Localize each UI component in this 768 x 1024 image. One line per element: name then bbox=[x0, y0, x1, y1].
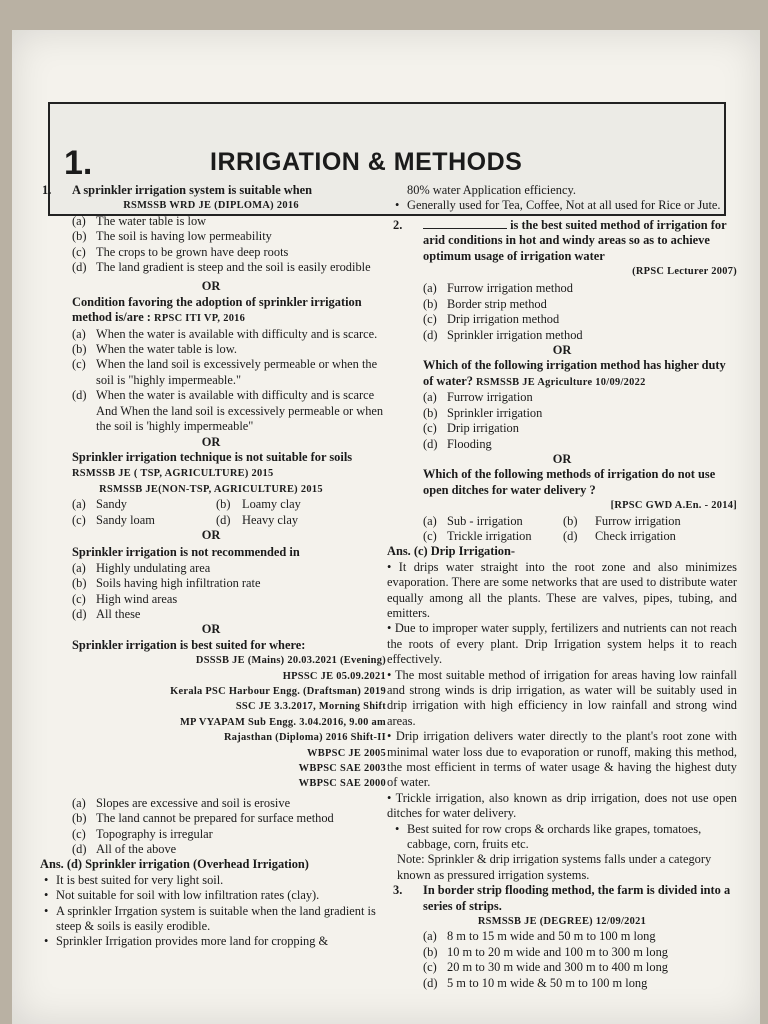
exam-source: RSMSSB JE Agriculture 10/09/2022 bbox=[476, 376, 646, 388]
question-text: Sprinkler irrigation is best suited for where: bbox=[72, 637, 306, 652]
explanation-paragraph: • Trickle irrigation, also known as drip irrigation, does not use open ditches for water delivery. bbox=[387, 790, 737, 821]
option: (a) Furrow irrigation method bbox=[423, 281, 573, 296]
note: Note: Sprinkler & drip irrigation systems falls under a category known as pressured irrigation systems. bbox=[397, 852, 712, 882]
option: (c) Drip irrigation bbox=[423, 421, 519, 436]
exam-source: (RPSC Lecturer 2007) bbox=[632, 266, 737, 278]
exam-source: Kerala PSC Harbour Engg. (Draftsman) 2019 bbox=[170, 685, 386, 697]
left-column bbox=[36, 183, 386, 950]
option: (c) High wind areas bbox=[72, 591, 178, 606]
option: (c) 20 m to 30 m wide and 300 m to 400 m long bbox=[423, 960, 668, 975]
option-pair: (c) Trickle irrigation (d) Check irrigation bbox=[423, 528, 676, 543]
exam-source: RPSC ITI VP, 2016 bbox=[154, 313, 246, 325]
or-separator: OR bbox=[201, 434, 221, 449]
option: (a) Slopes are excessive and soil is erosive bbox=[72, 795, 291, 810]
option: (d) Sprinkler irrigation method bbox=[423, 327, 583, 342]
option: (c) Topography is irregular bbox=[72, 826, 213, 841]
question-number: 2. bbox=[393, 217, 403, 232]
or-separator: OR bbox=[552, 451, 572, 466]
option: (b) 10 m to 20 m wide and 100 m to 300 m long bbox=[423, 944, 668, 959]
exam-source: RSMSSB JE ( TSP, AGRICULTURE) 2015 bbox=[72, 468, 274, 480]
option: (d) 5 m to 10 m wide & 50 m to 100 m long bbox=[423, 975, 648, 990]
option: (b) Soils having high infiltration rate bbox=[72, 576, 261, 591]
exam-source: WBPSC SAE 2003 bbox=[298, 763, 386, 774]
or-separator: OR bbox=[201, 622, 221, 637]
question-text: Which of the following irrigation method has higher duty of water? bbox=[423, 358, 726, 388]
option: (a) 8 m to 15 m wide and 50 m to 100 m long bbox=[423, 929, 656, 944]
bullet-continuation: 80% water Application efficiency. bbox=[407, 183, 576, 197]
option: (a) The water table is low bbox=[72, 213, 207, 228]
exam-source: HPSSC JE 05.09.2021 bbox=[282, 670, 386, 682]
exam-source: RSMSSB JE(NON-TSP, AGRICULTURE) 2015 bbox=[99, 483, 323, 495]
exam-source: MP VYAPAM Sub Engg. 3.04.2016, 9.00 am bbox=[179, 716, 386, 728]
question-text: Sprinkler irrigation is not recommended in bbox=[72, 545, 300, 560]
question-alt bbox=[387, 467, 737, 498]
question-text: A sprinkler irrigation system is suitable when bbox=[72, 183, 313, 197]
option: (a) Furrow irrigation bbox=[423, 390, 533, 405]
question-number: 3. bbox=[393, 883, 403, 898]
or-separator: OR bbox=[201, 527, 221, 542]
chapter-title: IRRIGATION & METHODS bbox=[210, 148, 523, 176]
option: (a) Highly undulating area bbox=[72, 560, 211, 575]
option: (b) The land cannot be prepared for surface method bbox=[72, 811, 334, 826]
bullet-item: • Generally used for Tea, Coffee, Not at all used for Rice or Jute. bbox=[395, 198, 721, 213]
question-alt bbox=[387, 358, 737, 390]
question-alt bbox=[36, 638, 386, 653]
exam-source: WBPSC SAE 2000 bbox=[298, 778, 386, 790]
option: (d) Flooding bbox=[423, 436, 492, 451]
question-text: Which of the following methods of irrigation do not use open ditches for water delivery ? bbox=[423, 467, 716, 497]
bullet-item: • Not suitable for soil with low infiltration rates (clay). bbox=[44, 888, 320, 903]
bullet-item: • Best suited for row crops & orchards like grapes, tomatoes, cabbage, corn, fruits etc. bbox=[395, 821, 702, 852]
exam-source: RSMSSB JE (DEGREE) 12/09/2021 bbox=[477, 916, 647, 928]
bullet-item: • A sprinkler Irrgation system is suitable when the land gradient is steep & soils is easily erodible. bbox=[44, 903, 376, 934]
or-separator: OR bbox=[552, 343, 572, 358]
option: (d) The land gradient is steep and the soil is easily erodible bbox=[72, 260, 371, 275]
explanation-paragraph: • Due to improper water supply, fertilizers and nutrients can not reach the roots of every plant. Drip Irrigation system helps it to reach effectively. bbox=[387, 621, 737, 667]
answer: Ans. (c) Drip Irrigation- bbox=[387, 544, 516, 559]
question-alt bbox=[36, 295, 386, 327]
exam-source: SSC JE 3.3.2017, Morning Shift bbox=[235, 701, 386, 713]
answer: Ans. (d) Sprinkler irrigation (Overhead Irrigation) bbox=[40, 857, 309, 872]
option: (c) Drip irrigation method bbox=[423, 312, 560, 327]
chapter-number: 1. bbox=[64, 144, 93, 182]
option-pair: (a) Sandy (b) Loamy clay bbox=[72, 497, 301, 512]
exam-source: DSSSB JE (Mains) 20.03.2021 (Evening) bbox=[195, 655, 386, 667]
explanation-paragraph: • The most suitable method of irrigation for areas having low rainfall and strong winds is drip irrigation, as water will be suitably used in drip irrigation with high efficiency in low rainfall and strong wind areas. bbox=[387, 667, 737, 728]
option: (a) When the water is available with difficulty and is scarce. bbox=[72, 326, 378, 341]
exam-source: Rajasthan (Diploma) 2016 Shift-II bbox=[223, 732, 386, 744]
question-text: Sprinkler irrigation technique is not suitable for soils bbox=[72, 449, 353, 464]
exam-source: [RPSC GWD A.En. - 2014] bbox=[610, 500, 737, 512]
book-page bbox=[12, 30, 760, 1024]
option: (b) Sprinkler irrigation bbox=[423, 405, 543, 420]
question-text: is the best suited method of irrigation for arid conditions in hot and windy areas so as to achieve optimum usage of irrigation water bbox=[423, 217, 727, 263]
fill-blank bbox=[423, 228, 507, 229]
option: (c) When the land soil is excessively permeable or when the soil is "highly impermeable." bbox=[72, 357, 378, 387]
question-text: Condition favoring the adoption of sprinkler irrigation method is/are : bbox=[72, 294, 362, 325]
option: (b) Border strip method bbox=[423, 296, 547, 311]
option-pair: (c) Sandy loam (d) Heavy clay bbox=[72, 512, 299, 527]
option: (b) The soil is having low permeability bbox=[72, 229, 272, 244]
exam-source: RSMSSB WRD JE (DIPLOMA) 2016 bbox=[123, 200, 299, 212]
bullet-item: • Sprinkler Irrigation provides more land for cropping & bbox=[44, 934, 329, 949]
question-alt bbox=[36, 450, 386, 482]
option: (b) When the water table is low. bbox=[72, 342, 237, 357]
option: (c) The crops to be grown have deep roots bbox=[72, 244, 289, 259]
option: (d) All these bbox=[72, 606, 141, 621]
question-2 bbox=[387, 218, 737, 264]
question-alt bbox=[36, 545, 386, 560]
question-text: In border strip flooding method, the farm is divided into a series of strips. bbox=[423, 883, 731, 913]
option-pair: (a) Sub - irrigation (b) Furrow irrigation bbox=[423, 513, 681, 528]
option: (d) All of the above bbox=[72, 842, 177, 857]
right-column bbox=[387, 183, 737, 991]
option: (d) When the water is available with difficulty and is scarce And When the land soil is excessively permeable or when the soil is 'highly impermeable" bbox=[72, 388, 384, 434]
question-1 bbox=[36, 183, 386, 198]
bullet-item: • It is best suited for very light soil. bbox=[44, 872, 224, 887]
question-3 bbox=[387, 883, 737, 914]
or-separator: OR bbox=[201, 279, 221, 294]
explanation-paragraph: • It drips water straight into the root zone and also minimizes evaporation. There are some networks that are used to distribute water equally among all the plants. These are valves, pipes, tubing, and emitters. bbox=[387, 559, 737, 620]
exam-source: WBPSC JE 2005 bbox=[307, 747, 386, 759]
question-number: 1. bbox=[42, 183, 52, 197]
explanation-paragraph: • Drip irrigation delivers water directly to the plant's root zone with minimal water loss due to evaporation or runoff, making this method, the most efficient in terms of water usage & having the highest duty of water. bbox=[387, 729, 737, 790]
